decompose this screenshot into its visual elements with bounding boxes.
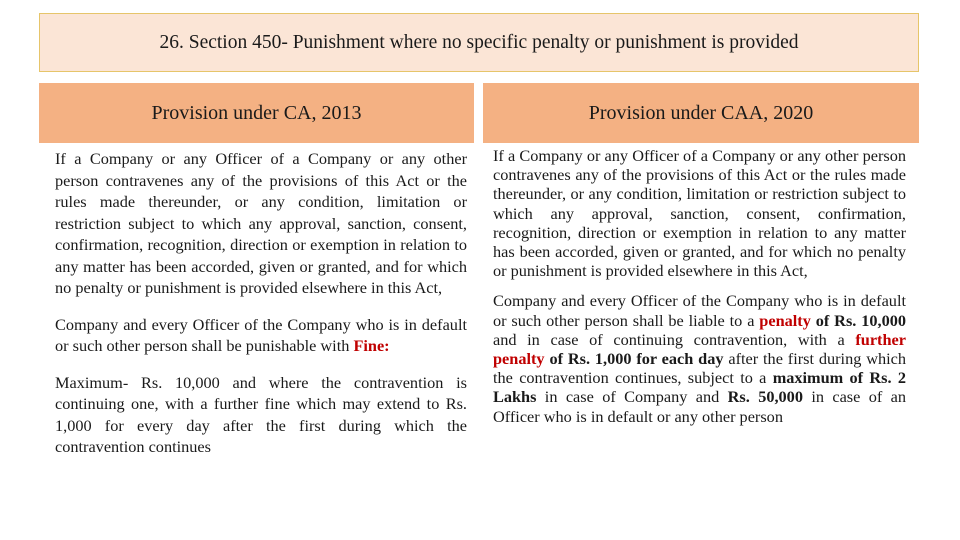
slide-title-text: 26. Section 450- Punishment where no specific penalty or punishment is provided <box>159 31 799 53</box>
caa-text-1: Company and every Officer of the Company who is in default or such other person shall be liable to a <box>493 291 906 330</box>
caa-text-3: and in case of continuing contravention, with a <box>493 329 856 349</box>
amount-1000-per-day: of Rs. 1,000 for each day <box>549 349 724 369</box>
amount-50000: Rs. 50,000 <box>727 387 803 407</box>
ca-2013-paragraph-2-text: Company and every Officer of the Company who is in default or such other person shall be punishable with <box>55 314 467 355</box>
fine-highlight: Fine: <box>353 336 390 355</box>
slide-title <box>39 13 919 72</box>
maximum-2-lakhs: maximum of Rs. 2 Lakhs <box>493 368 906 407</box>
caa-2020-paragraph-1: If a Company or any Officer of a Company or any other person contravenes any of the provisions of this Act or the rules made thereunder, or any condition, limitation or restriction subject to which any approval, sanction, consent, confirmation, recognition, direction or exemption in relation to any matter has been accorded, given or granted, and for which no penalty or punishment is provided elsewhere in this Act, <box>493 146 906 281</box>
ca-2013-header-text: Provision under CA, 2013 <box>151 101 362 124</box>
ca-2013-paragraph-2 <box>55 314 467 357</box>
caa-2020-header <box>483 83 919 143</box>
caa-text-7: in case of an Officer who is in default or any other person <box>493 387 907 426</box>
caa-2020-paragraph-2 <box>493 291 906 425</box>
caa-text-5: after the first during which the contravention continues, subject to a <box>493 349 906 388</box>
caa-text-6: in case of Company and <box>536 387 728 407</box>
amount-10000: of Rs. 10,000 <box>815 310 906 330</box>
ca-2013-header <box>39 83 474 143</box>
caa-2020-header-text: Provision under CAA, 2020 <box>588 101 814 124</box>
ca-2013-paragraph-1: If a Company or any Officer of a Company or any other person contravenes any of the provisions of this Act or the rules made thereunder, or any condition, limitation or restriction subject to which any approval, sanction, consent, confirmation, recognition, direction or exemption in relation to any matter has been accorded, given or granted, and for which no penalty or punishment is provided elsewhere in this Act, <box>55 149 467 297</box>
penalty-highlight: penalty <box>759 310 811 330</box>
ca-2013-paragraph-3: Maximum- Rs. 10,000 and where the contravention is continuing one, with a further fine which may extend to Rs. 1,000 for every day after the first during which the contravention continues <box>55 372 467 456</box>
further-penalty-highlight: further penalty <box>493 329 906 369</box>
caa-2020-provision <box>493 146 906 426</box>
ca-2013-provision <box>55 148 467 458</box>
